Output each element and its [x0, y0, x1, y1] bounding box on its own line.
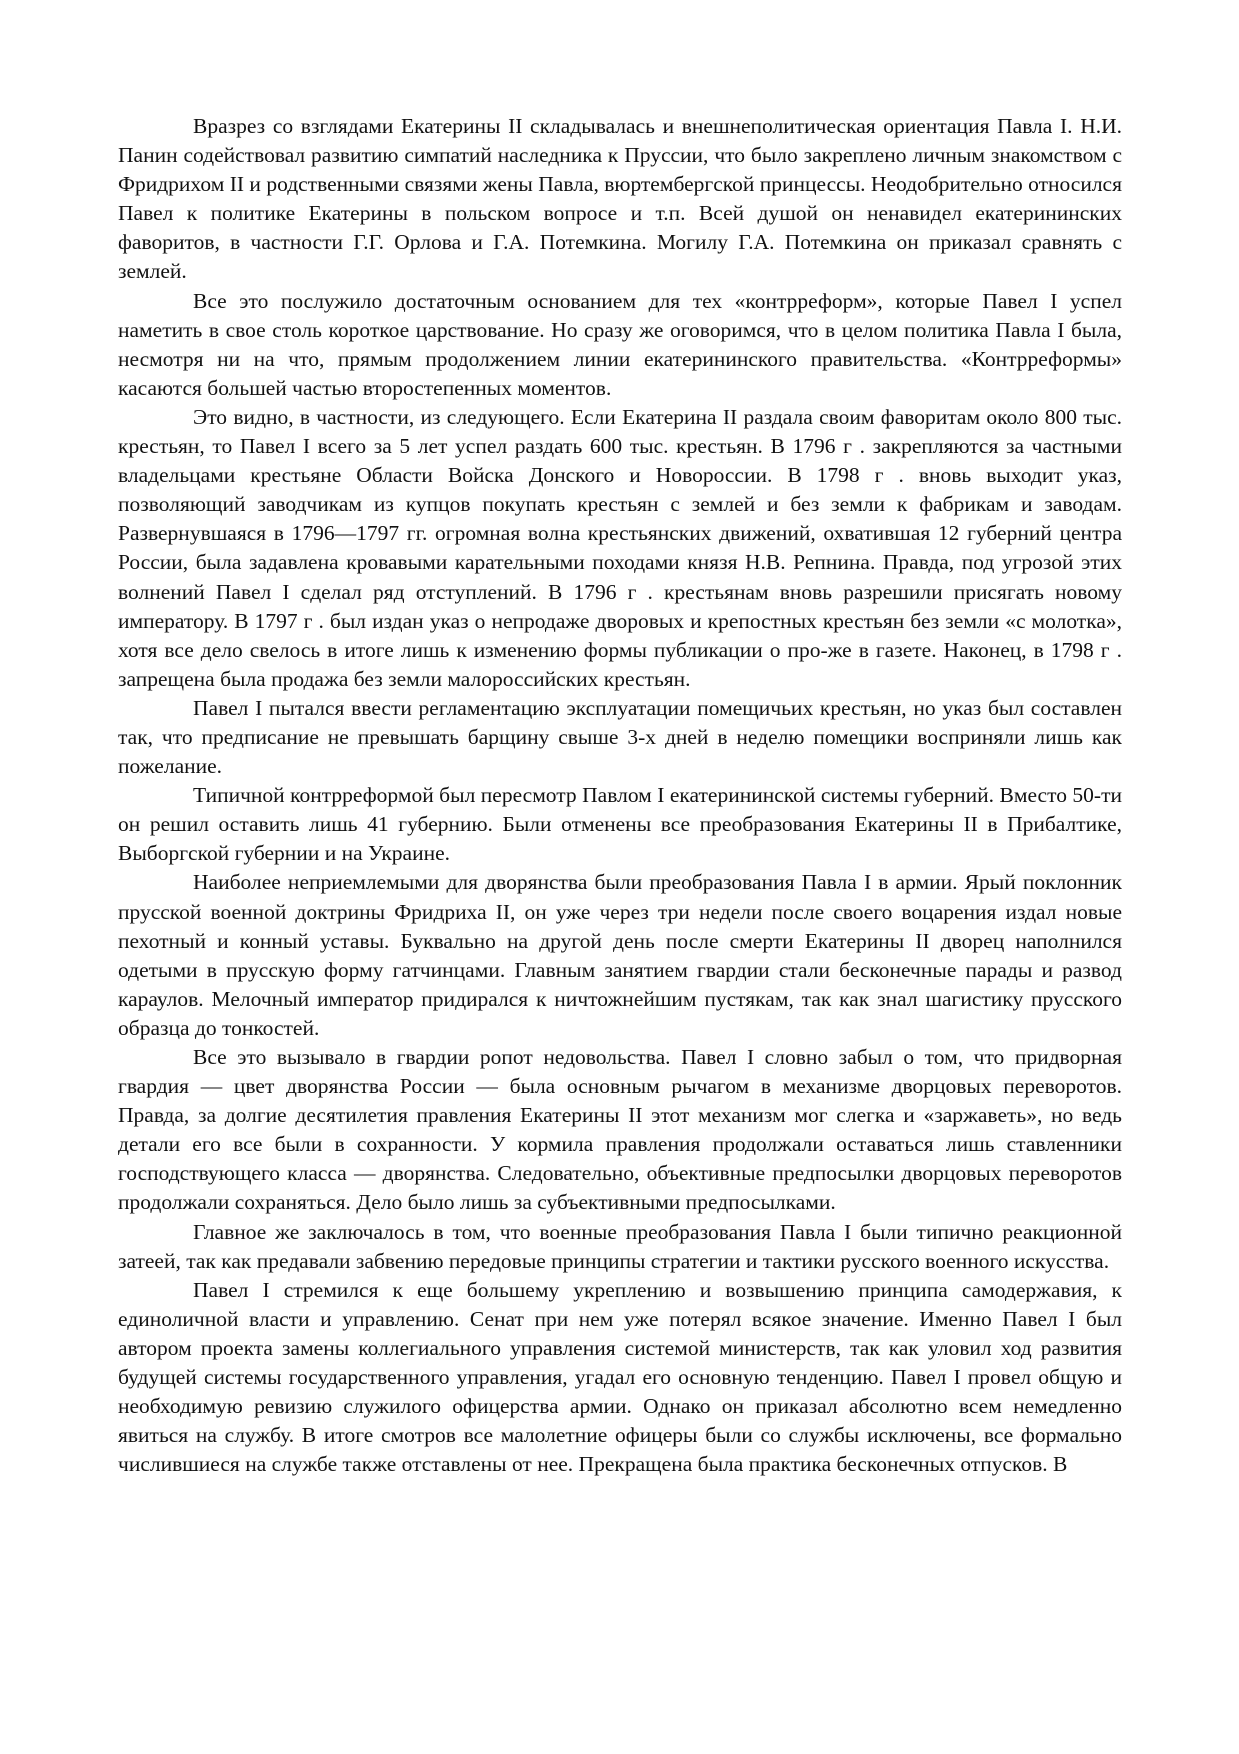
- paragraph-5: Типичной контрреформой был пересмотр Павлом I екатерининской системы губерний. Вместо 50-ти он решил оставить лишь 41 губернию. Были отменены все преобразования Екатерины II в Прибалтике, Выборгской губернии и на Украине.: [118, 783, 1122, 866]
- paragraph-3: Это видно, в частности, из следующего. Если Екатерина II раздала своим фаворитам около 800 тыс. крестьян, то Павел I всего за 5 лет успел раздать 600 тыс. крестьян. В 1796 г . закрепляются за частными владельцами крестьяне Области Войска Донского и Новороссии. В 1798 г . вновь выходит указ, позволяющий заводчикам из купцов покупать крестьян с землей и без земли к фабрикам и заводам. Развернувшаяся в 1796—1797 гг. огромная волна крестьянских движений, охватившая 12 губерний центра России, была задавлена кровавыми карательными походами князя Н.В. Репнина. Правда, под угрозой этих волнений Павел I сделал ряд отступлений. В 1796 г . крестьянам вновь разрешили присягать новому императору. В 1797 г . был издан указ о непродаже дворовых и крепостных крестьян без земли «с молотка», хотя все дело свелось в итоге лишь к изменению формы публикации о про-же в газете. Наконец, в 1798 г . запрещена была продажа без земли малороссийских крестьян.: [118, 404, 1122, 691]
- paragraph-2: Все это послужило достаточным основанием для тех «контрреформ», которые Павел I успел наметить в свое столь короткое царствование. Но сразу же оговоримся, что в целом политика Павла I была, несмотря ни на что, прямым продолжением линии екатерининского правительства. «Контрреформы» касаются большей частью второстепенных моментов.: [118, 288, 1122, 400]
- paragraph-6: Наиболее неприемлемыми для дворянства были преобразования Павла I в армии. Ярый поклонник прусской военной доктрины Фридриха II, он уже через три недели после своего воцарения издал новые пехотный и конный уставы. Буквально на другой день после смерти Екатерины II дворец наполнился одетыми в прусскую форму гатчинцами. Главным занятием гвардии стали бесконечные парады и развод караулов. Мелочный император придирался к ничтожнейшим пустякам, так как знал шагистику прусского образца до тонкостей.: [118, 870, 1122, 1040]
- document-page: [118, 112, 1122, 1479]
- paragraph-8: Главное же заключалось в том, что военные преобразования Павла I были типично реакционной затеей, так как предавали забвению передовые принципы стратегии и тактики русского военного искусства.: [118, 1219, 1122, 1273]
- paragraph-9: Павел I стремился к еще большему укреплению и возвышению принципа самодержавия, к единоличной власти и управлению. Сенат при нем уже потерял всякое значение. Именно Павел I был автором проекта замены коллегиального управления системой министерств, так как уловил ход развития будущей системы государственного управления, угадал его основную тенденцию. Павел I провел общую и необходимую ревизию служилого офицерства армии. Однако он приказал абсолютно всем немедленно явиться на службу. В итоге смотров все малолетние офицеры были со службы исключены, все формально числившиеся на службе также отставлены от нее. Прекращена была практика бесконечных отпусков. В: [118, 1277, 1122, 1477]
- paragraph-1: Вразрез со взглядами Екатерины II складывалась и внешнеполитическая ориентация Павла I. Н.И. Панин содействовал развитию симпатий наследника к Пруссии, что было закреплено личным знакомством с Фридрихом II и родственными связями жены Павла, вюртембергской принцессы. Неодобрительно относился Павел к политике Екатерины в польском вопросе и т.п. Всей душой он ненавидел екатерининских фаворитов, в частности Г.Г. Орлова и Г.А. Потемкина. Могилу Г.А. Потемкина он приказал сравнять с землей.: [118, 114, 1122, 284]
- paragraph-7: Все это вызывало в гвардии ропот недовольства. Павел I словно забыл о том, что придворная гвардия — цвет дворянства России — была основным рычагом в механизме дворцовых переворотов. Правда, за долгие десятилетия правления Екатерины II этот механизм мог слегка и «заржаветь», но ведь детали его все были в сохранности. У кормила правления продолжали оставаться лишь ставленники господствующего класса — дворянства. Следовательно, объективные предпосылки дворцовых переворотов продолжали сохраняться. Дело было лишь за субъективными предпосылками.: [118, 1045, 1122, 1215]
- paragraph-4: Павел I пытался ввести регламентацию эксплуатации помещичьих крестьян, но указ был составлен так, что предписание не превышать барщину свыше 3-х дней в неделю помещики восприняли лишь как пожелание.: [118, 695, 1122, 779]
